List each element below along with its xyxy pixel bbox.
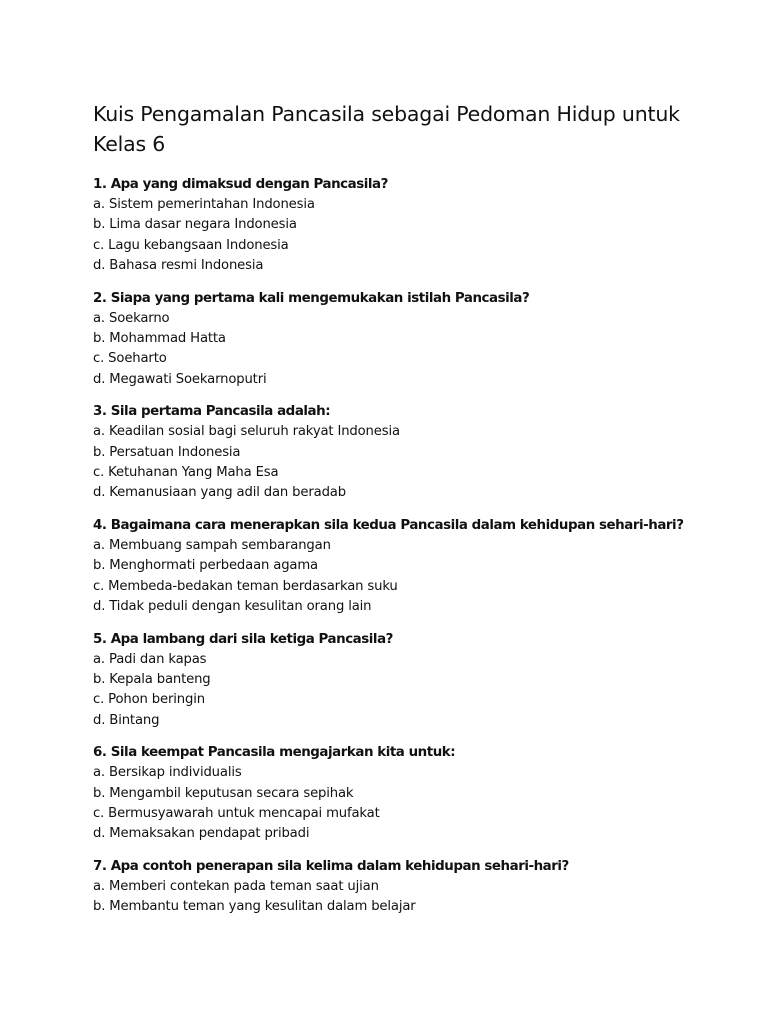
question-6	[93, 743, 713, 845]
question-text: 1. Apa yang dimaksud dengan Pancasila?	[93, 177, 388, 192]
option-list	[93, 536, 713, 618]
option-d: d. Tidak peduli dengan kesulitan orang lain	[93, 599, 372, 615]
question-7	[93, 857, 713, 918]
option-a: a. Bersikap individualis	[93, 765, 242, 781]
option-b: b. Mohammad Hatta	[93, 331, 226, 347]
option-a: a. Padi dan kapas	[93, 651, 207, 667]
option-c: c. Lagu kebangsaan Indonesia	[93, 237, 289, 253]
option-b: b. Mengambil keputusan secara sepihak	[93, 785, 354, 801]
option-b: b. Persatuan Indonesia	[93, 444, 241, 460]
option-list	[93, 877, 713, 918]
option-c: c. Ketuhanan Yang Maha Esa	[93, 465, 279, 481]
option-list	[93, 309, 713, 391]
option-b: b. Lima dasar negara Indonesia	[93, 217, 297, 233]
option-d: d. Kemanusiaan yang adil dan beradab	[93, 485, 346, 501]
question-4	[93, 516, 713, 618]
option-b: b. Kepala banteng	[93, 671, 211, 687]
option-a: a. Keadilan sosial bagi seluruh rakyat Indonesia	[93, 424, 400, 440]
option-d: d. Megawati Soekarnoputri	[93, 371, 267, 387]
document-page	[93, 99, 713, 918]
question-text: 3. Sila pertama Pancasila adalah:	[93, 404, 331, 420]
option-b: b. Menghormati perbedaan agama	[93, 558, 318, 574]
option-c: c. Pohon beringin	[93, 692, 205, 708]
option-d: d. Bahasa resmi Indonesia	[93, 258, 264, 274]
option-c: c. Bermusyawarah untuk mencapai mufakat	[93, 805, 380, 821]
option-c: c. Membeda-bedakan teman berdasarkan suku	[93, 578, 398, 594]
question-3	[93, 402, 713, 504]
option-list	[93, 763, 713, 845]
option-list	[93, 650, 713, 732]
question-1	[93, 175, 713, 277]
option-a: a. Memberi contekan pada teman saat ujian	[93, 878, 379, 894]
option-d: d. Memaksakan pendapat pribadi	[93, 826, 310, 842]
question-text: 7. Apa contoh penerapan sila kelima dalam kehidupan sehari-hari?	[93, 858, 569, 874]
option-list	[93, 422, 713, 504]
question-text: 6. Sila keempat Pancasila mengajarkan kita untuk:	[93, 745, 456, 761]
option-a: a. Soekarno	[93, 310, 170, 326]
question-text: 5. Apa lambang dari sila ketiga Pancasila?	[93, 631, 393, 647]
question-5	[93, 630, 713, 732]
question-2	[93, 289, 713, 391]
option-list	[93, 195, 713, 277]
option-c: c. Soeharto	[93, 351, 167, 367]
option-a: a. Membuang sampah sembarangan	[93, 537, 331, 553]
document-title: Kuis Pengamalan Pancasila sebagai Pedoman Hidup untuk Kelas 6	[93, 102, 680, 156]
option-b: b. Membantu teman yang kesulitan dalam belajar	[93, 899, 416, 915]
option-d: d. Bintang	[93, 712, 160, 728]
option-a: a. Sistem pemerintahan Indonesia	[93, 197, 315, 212]
question-text: 4. Bagaimana cara menerapkan sila kedua Pancasila dalam kehidupan sehari-hari?	[93, 517, 684, 533]
question-text: 2. Siapa yang pertama kali mengemukakan istilah Pancasila?	[93, 290, 530, 306]
